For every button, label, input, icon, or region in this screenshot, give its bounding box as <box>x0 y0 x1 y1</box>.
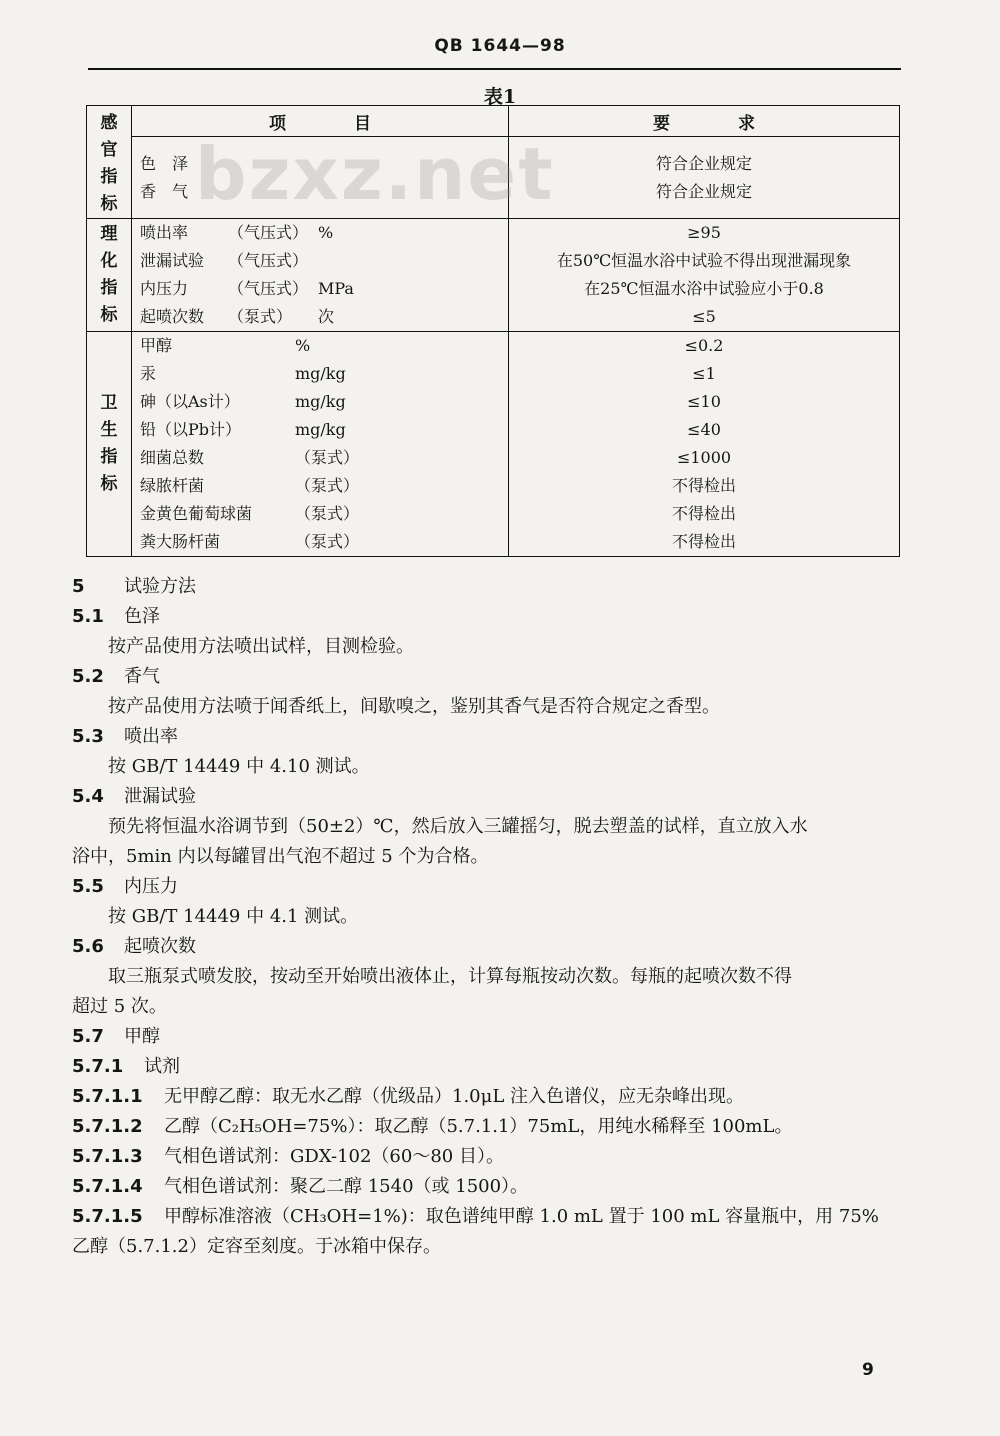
section-number: 5.4 <box>72 786 104 807</box>
section-number: 5.7 <box>72 1026 104 1047</box>
table-title: 表1 <box>483 86 517 108</box>
section-number: 5.7.1.1 <box>72 1086 143 1107</box>
section-number: 5.7.1.3 <box>72 1146 143 1167</box>
section-number: 5 <box>72 576 85 597</box>
watermark: bzxz.net <box>195 132 555 216</box>
paragraph-line: 超过 5 次。 <box>72 996 167 1017</box>
section-text: 无甲醇乙醇：取无水乙醇（优级品）1.0μL 注入色谱仪，应无杂峰出现。 <box>164 1086 744 1107</box>
section-heading <box>72 572 892 602</box>
paragraph-line: 按产品使用方法喷出试样，目测检验。 <box>108 636 414 657</box>
paragraph-line: 预先将恒温水浴调节到（50±2）℃，然后放入三罐摇匀，脱去塑盖的试样，直立放入水 <box>108 816 808 837</box>
section-heading <box>72 1112 892 1142</box>
section-number: 5.7.1 <box>72 1056 124 1077</box>
paragraph-line: 取三瓶泵式喷发胶，按动至开始喷出液体止，计算每瓶按动次数。每瓶的起喷次数不得 <box>108 966 792 987</box>
section-text: 试验方法 <box>124 576 196 597</box>
paragraph-line: 按 GB/T 14449 中 4.10 测试。 <box>108 756 370 777</box>
section-heading <box>72 1202 892 1232</box>
section-text: 乙醇（C₂H₅OH=75%）：取乙醇（5.7.1.1）75mL，用纯水稀释至 100mL。 <box>164 1116 793 1137</box>
requirements-cell: ≥95 在50℃恒温水浴中试验不得出现泄漏现象 在25℃恒温水浴中试验应小于0.8 ≤5 <box>509 219 900 332</box>
section-number: 5.1 <box>72 606 104 627</box>
paragraph-line: 浴中，5min 内以每罐冒出气泡不超过 5 个为合格。 <box>72 846 489 867</box>
category-cell: 感 官 指 标 <box>87 106 132 219</box>
section-number: 5.7.1.2 <box>72 1116 143 1137</box>
section-text: 起喷次数 <box>124 936 196 957</box>
section-text: 试剂 <box>144 1056 180 1077</box>
section-text: 气相色谱试剂：聚乙二醇 1540（或 1500）。 <box>164 1176 529 1197</box>
category-cell: 理 化 指 标 <box>87 219 132 332</box>
paragraph-line: 按产品使用方法喷于闻香纸上，间歇嗅之，鉴别其香气是否符合规定之香型。 <box>108 696 720 717</box>
section-number: 5.2 <box>72 666 104 687</box>
section-text: 气相色谱试剂：GDX-102（60～80 目）。 <box>164 1146 504 1167</box>
section-heading <box>72 1052 892 1082</box>
standard-code: QB 1644—98 <box>434 36 566 56</box>
section-text: 内压力 <box>124 876 178 897</box>
section-heading <box>72 1022 892 1052</box>
section-text: 甲醇标准溶液（CH₃OH=1%)：取色谱纯甲醇 1.0 mL 置于 100 mL 容量瓶中，用 75% <box>164 1206 879 1227</box>
items-cell: 色 泽 香 气 <box>132 137 509 219</box>
section-text: 香气 <box>124 666 160 687</box>
items-cell: 甲醇 % 汞 mg/kg 砷（以As计） mg/kg 铅（以Pb计） mg/kg 细菌总数 （泵式） 绿脓杆菌 （泵式） 金黄色葡萄球菌 （泵式） 粪大肠杆菌 （泵式） <box>132 332 509 557</box>
section-number: 5.3 <box>72 726 104 747</box>
requirements-cell: 符合企业规定 符合企业规定 <box>509 137 900 219</box>
section-number: 5.5 <box>72 876 104 897</box>
section-heading <box>72 932 892 962</box>
paragraph-line: 按 GB/T 14449 中 4.1 测试。 <box>108 906 359 927</box>
section-number: 5.7.1.5 <box>72 1206 143 1227</box>
column-header-items: 项 目 <box>132 106 509 137</box>
requirements-cell: ≤0.2 ≤1 ≤10 ≤40 ≤1000 不得检出 不得检出 不得检出 <box>509 332 900 557</box>
section-heading <box>72 1172 892 1202</box>
section-heading <box>72 1082 892 1112</box>
section-text: 喷出率 <box>124 726 178 747</box>
paragraph-line: 乙醇（5.7.1.2）定容至刻度。于冰箱中保存。 <box>72 1236 441 1257</box>
items-cell: 喷出率 （气压式） % 泄漏试验 （气压式） 内压力 （气压式） MPa 起喷次数 （泵式） 次 <box>132 219 509 332</box>
table-row <box>87 332 900 557</box>
section-heading <box>72 602 892 632</box>
header-rule <box>88 68 901 70</box>
section-text: 泄漏试验 <box>124 786 196 807</box>
section-number: 5.7.1.4 <box>72 1176 143 1197</box>
section-heading <box>72 722 892 752</box>
page-number: 9 <box>862 1360 874 1380</box>
column-header-requirements: 要 求 <box>509 106 900 137</box>
body-text <box>72 572 892 1262</box>
category-cell: 卫 生 指 标 <box>87 332 132 557</box>
section-text: 色泽 <box>124 606 160 627</box>
table-row <box>87 219 900 332</box>
section-heading <box>72 662 892 692</box>
section-heading <box>72 1142 892 1172</box>
section-heading <box>72 782 892 812</box>
section-number: 5.6 <box>72 936 104 957</box>
section-heading <box>72 872 892 902</box>
section-text: 甲醇 <box>124 1026 160 1047</box>
